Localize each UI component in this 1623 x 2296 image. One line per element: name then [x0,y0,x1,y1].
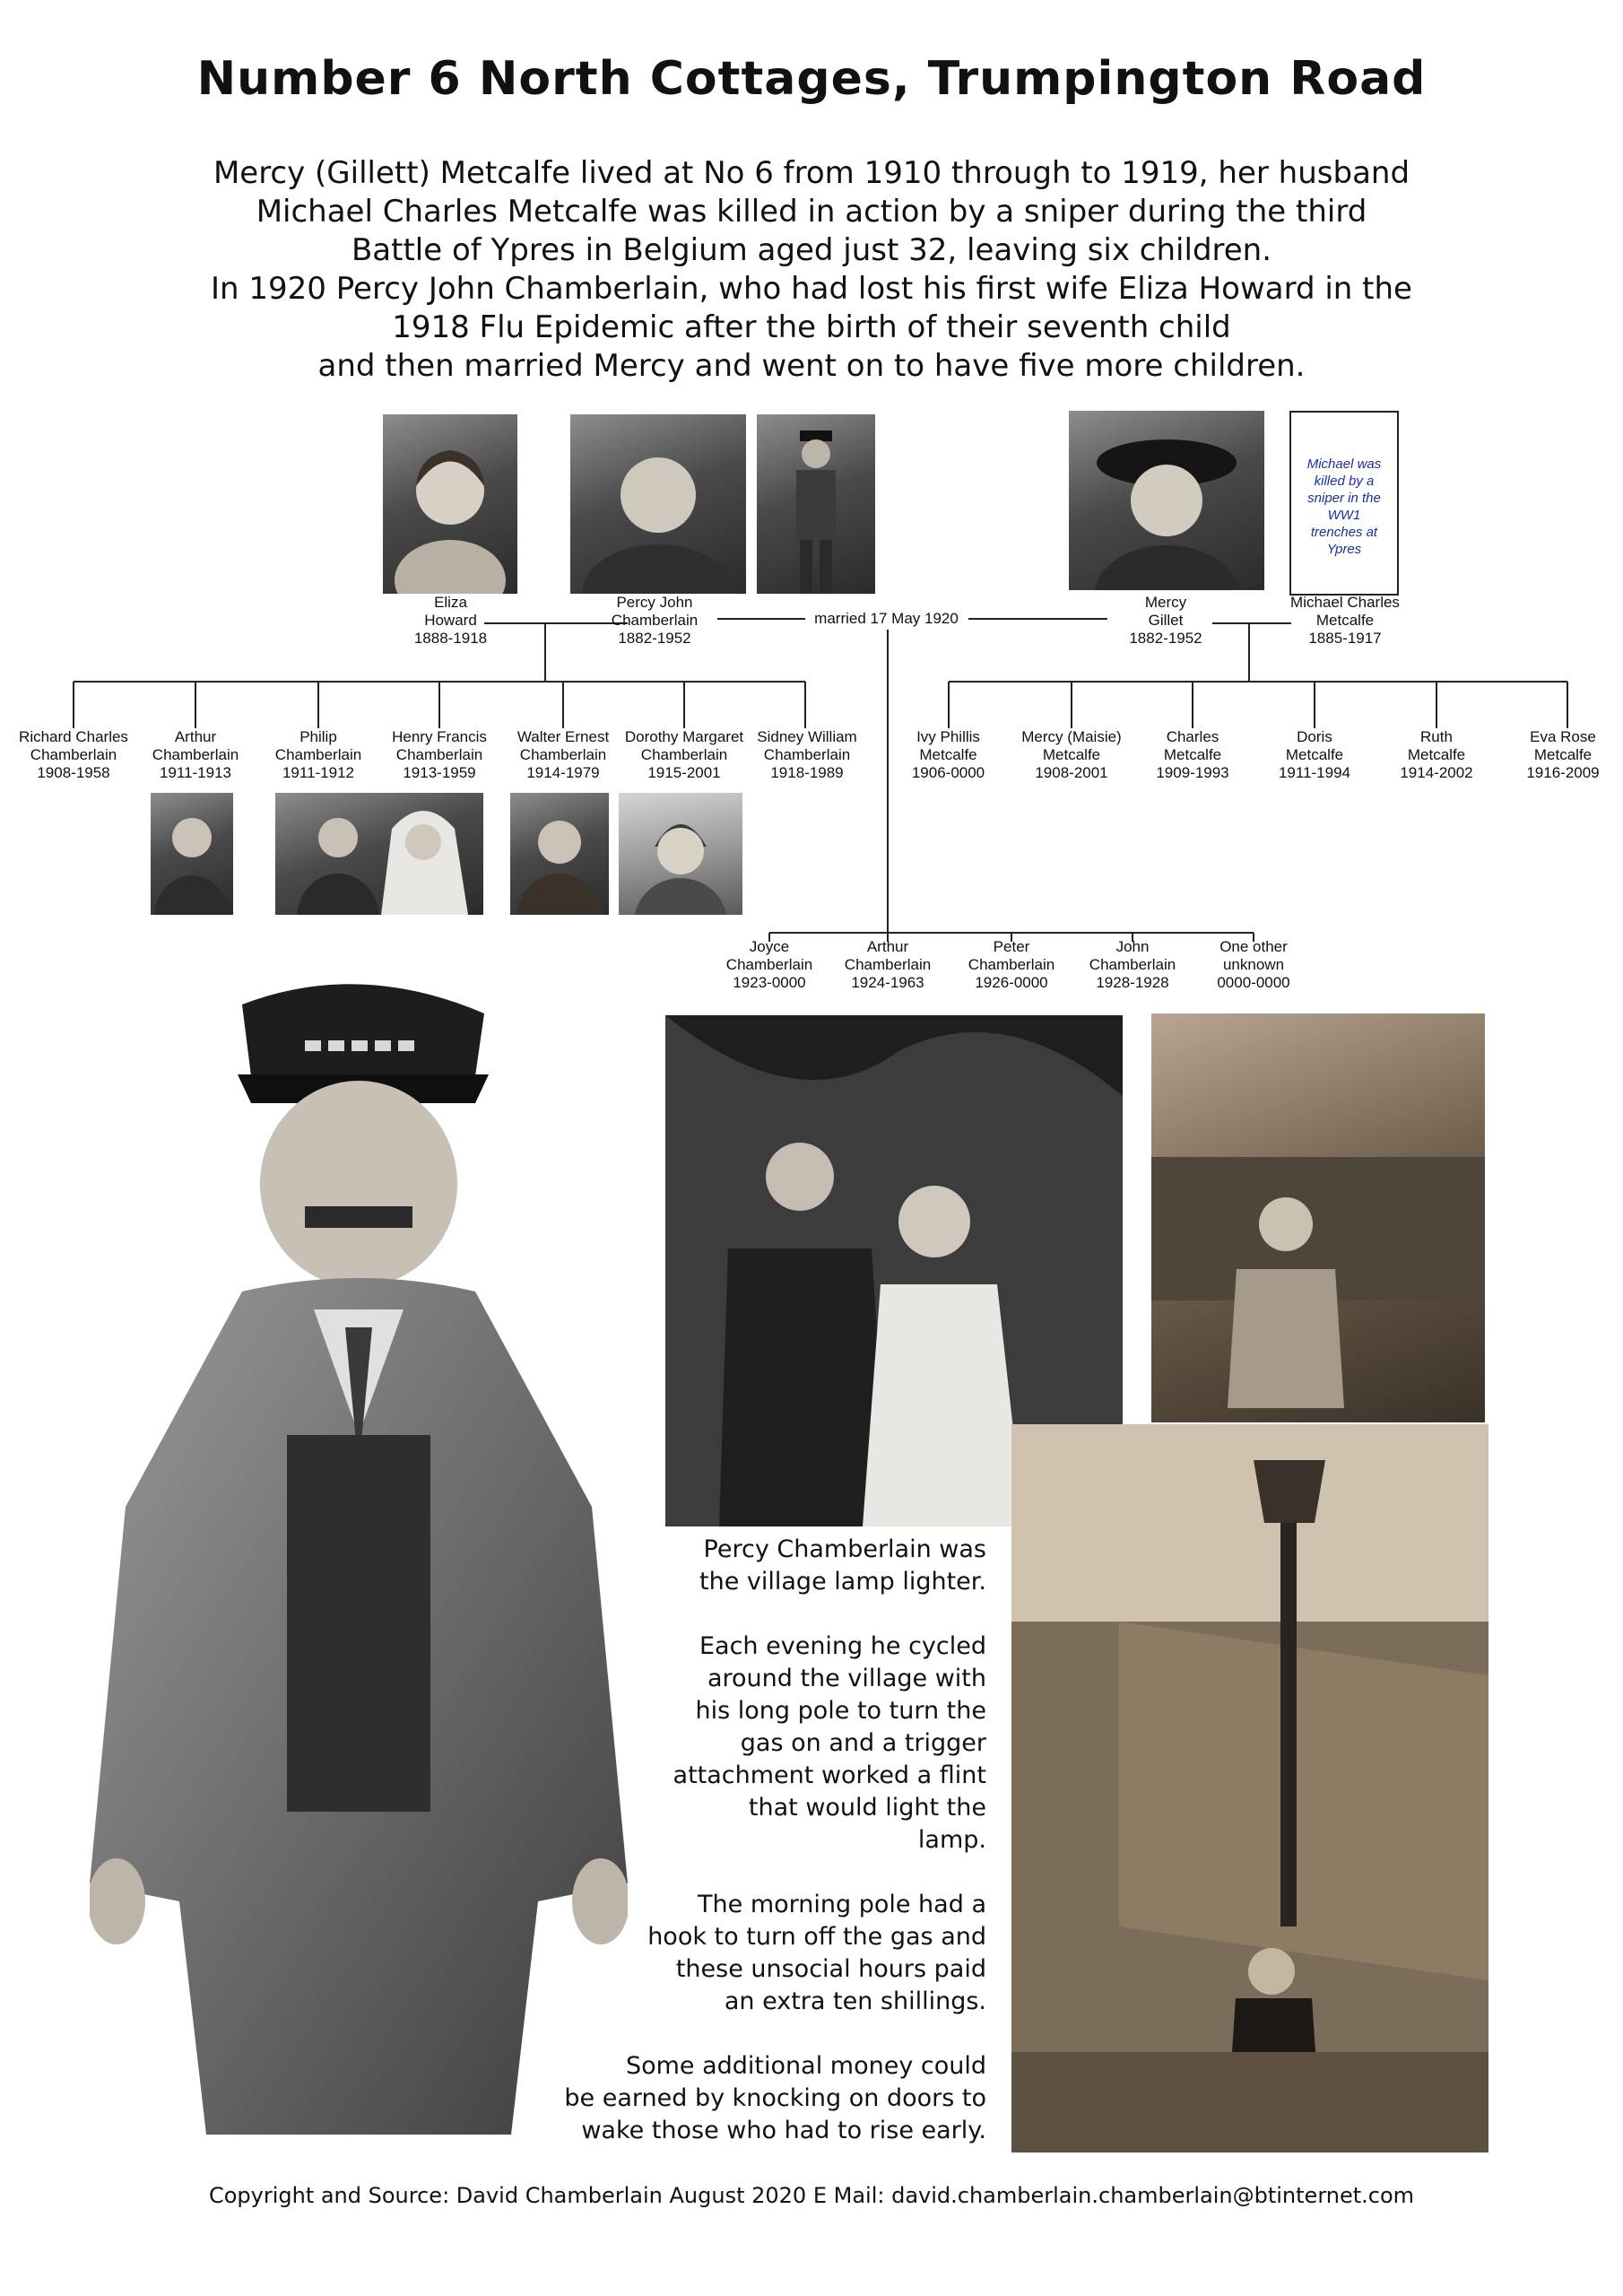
child-label: Richard Charles Chamberlain 1908-1958 [19,728,128,781]
wedding-photo [275,793,483,915]
intro-line: Battle of Ypres in Belgium aged just 32, leaving six children. [351,232,1272,268]
mercy-gillet-photo [1069,411,1264,590]
lamplighter-line: wake those who had to rise early. [581,2117,986,2144]
lamplighter-line: around the village with [707,1665,986,1692]
lamplighter-text [484,1534,986,2147]
eliza-howard-photo [383,414,517,594]
lamplighter-line: Some additional money could [625,2052,986,2080]
walter-photo [510,793,609,915]
intro-line: Mercy (Gillett) Metcalfe lived at No 6 from 1910 through to 1919, her husband [213,155,1410,191]
lamplighter-line: gas on and a trigger [740,1729,986,1757]
lamplighter-line: attachment worked a flint [673,1761,986,1789]
child-label: Eva Rose Metcalfe 1916-2009 [1526,728,1600,781]
marriage-label: married 17 May 1920 [814,610,959,627]
lamplighter-spacer [484,2018,986,2050]
lamplighter-line: an extra ten shillings. [724,1987,986,2015]
child-label: Arthur Chamberlain 1911-1913 [152,728,239,781]
percy-in-garden-photo [1151,1013,1485,1422]
lamplighter-line: hook to turn off the gas and [647,1923,986,1951]
lamplighter-line: Percy Chamberlain was [703,1535,986,1563]
parent-label-michael: Michael Charles Metcalfe 1885-1917 [1290,594,1400,647]
child-label: Joyce Chamberlain 1923-0000 [725,938,813,991]
child-label: Sidney William Chamberlain 1918-1989 [757,728,857,781]
child-label: Dorothy Margaret Chamberlain 1915-2001 [624,728,744,781]
dorothy-photo [619,793,742,915]
copyright-footer: Copyright and Source: David Chamberlain August 2020 E Mail: david.chamberlain.chamberlain@btinternet.com [208,2183,1415,2208]
lamplighter-line: that would light the [748,1794,986,1822]
percy-chamberlain-standing-photo [757,414,875,594]
page-title: Number 6 North Cottages, Trumpington Road [196,52,1427,106]
child-label: Henry Francis Chamberlain 1913-1959 [392,728,487,781]
intro-line: and then married Mercy and went on to have five more children. [317,348,1306,384]
parent-label-percy: Percy John Chamberlain 1882-1952 [611,594,699,647]
intro-line: In 1920 Percy John Chamberlain, who had lost his first wife Eliza Howard in the [211,271,1412,307]
child-label: Peter Chamberlain 1926-0000 [968,938,1055,991]
parent-label-mercy: Mercy Gillet 1882-1952 [1129,594,1202,647]
michael-note-text: Michael was killed by a sniper in the WW1 trenches at Ypres [1306,457,1382,557]
lamplighter-line: Each evening he cycled [699,1632,986,1660]
intro-line: Michael Charles Metcalfe was killed in action by a sniper during the third [256,194,1367,230]
lamplighter-line: be earned by knocking on doors to [564,2084,986,2112]
child-label: Charles Metcalfe 1909-1993 [1156,728,1229,781]
lamplighter-line: lamp. [917,1826,986,1854]
lamplighter-spacer [484,1857,986,1889]
child-label: Mercy (Maisie) Metcalfe 1908-2001 [1021,728,1122,781]
child-label: Doris Metcalfe 1911-1994 [1278,728,1351,781]
child-label: John Chamberlain 1928-1928 [1089,938,1176,991]
parent-label-eliza: Eliza Howard 1888-1918 [413,594,488,647]
michael-note-box [1289,411,1399,596]
child-label: One other unknown 0000-0000 [1217,938,1290,991]
child-label: Ruth Metcalfe 1914-2002 [1400,728,1473,781]
percy-chamberlain-portrait [570,414,746,594]
percy-street-lamp-photo [1011,1424,1488,2152]
child-label: Arthur Chamberlain 1924-1963 [844,938,932,991]
child-label: Ivy Phillis Metcalfe 1906-0000 [911,728,985,781]
lamplighter-line: his long pole to turn the [695,1697,986,1725]
child-label: Walter Ernest Chamberlain 1914-1979 [516,728,610,781]
child-label: Philip Chamberlain 1911-1912 [274,728,362,781]
lamplighter-line: the village lamp lighter. [699,1568,986,1596]
lamplighter-spacer [484,1598,986,1631]
lamplighter-line: The morning pole had a [698,1891,986,1918]
lamplighter-line: these unsocial hours paid [675,1955,986,1983]
arthur-photo [151,793,233,915]
intro-line: 1918 Flu Epidemic after the birth of their seventh child [392,309,1231,345]
